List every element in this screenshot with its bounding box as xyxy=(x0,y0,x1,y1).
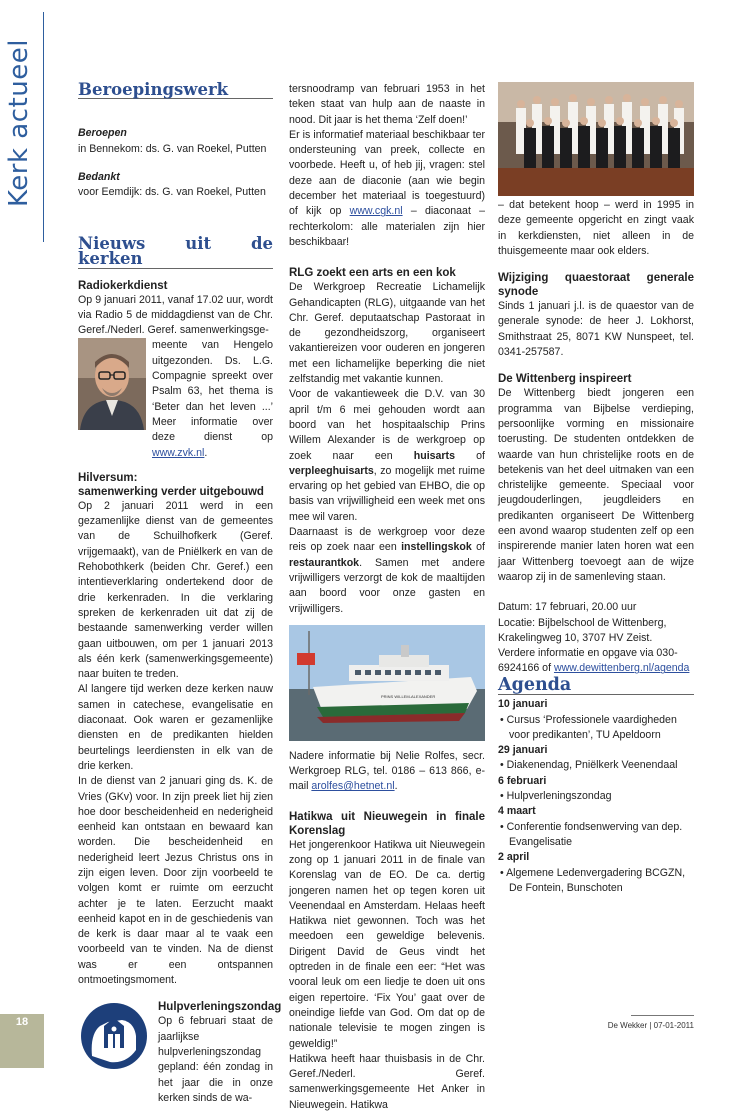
section-title: Kerk actueel xyxy=(4,39,34,207)
agenda-date: 2 april xyxy=(498,851,530,864)
bedankt-label: Bedankt xyxy=(78,170,120,183)
agenda-text: • Algemene Ledenvergadering BCGZN, De Fontein, Bunschoten xyxy=(500,866,686,894)
agenda-text: • Conferentie fondsenwerving van dep. Evangelisatie xyxy=(500,820,683,848)
rlg-paragraph-3: Daarnaast is de werkgroep voor deze reis op zoek naar een instellingskok of restaurantkok. Samen met andere vrijwilligers verzorgt de kok de maaltijden aan boord voor onze gasten en vrijwilligers. xyxy=(289,526,485,615)
ship-name-label: PRINS WILLEM-ALEXANDER xyxy=(381,693,436,699)
agenda-date: 6 februari xyxy=(498,774,547,787)
rlg-paragraph-2: Voor de vakantieweek die D.V. van 30 april t/m 6 mei gehouden wordt aan boord van het hospitaalschip Prins Willem Alexander is de werkgroep op zoek naar een huisarts of verpleeghuisarts, zo mogelijk met ruime ervaring op het gebied van EHBO, die op basis van vrijwilligheid een week met ons mee wil varen. xyxy=(289,388,485,523)
hatikwa-continued: – dat betekent hoop – werd in 1995 in deze gemeente opgericht en zingt vaak in kerkdiensten, niet alleen in de thuisgemeente maar ook elders. xyxy=(498,199,694,257)
agenda-date: 4 maart xyxy=(498,805,536,818)
hulpverleningszondag-heading: Hulpverleningszondag xyxy=(158,1001,282,1014)
hilversum-paragraph-3: In de dienst van 2 januari ging ds. K. de Vries (GKv) voor. In zijn preek liet hij zien hoe door bescheidenheid en nederigheid eenheid kan ontstaan en bewaard kan worden. Die bescheidenheid en nederigheid leert Jezus Christus ons in zijn eigen leven. Door zijn voorbeeld te volgen komt er ruimte om eerzucht achter je te laten. Eerzucht maakt eenheid kapot en in de geschiedenis van de kerk is daar maar al te vaak een voorbeeld van te vinden. Na de dienst was er een ontspannen ontmoetingsmoment. xyxy=(78,775,273,987)
agenda-text: • Diakenendag, Pniëlkerk Veenendaal xyxy=(500,759,678,772)
hilversum-paragraph-1: Op 2 januari 2011 werd in een gezamenlijke dienst van de gemeentes van de Schuilhofkerk (Geref. vrijgemaakt), van de Pniëlkerk en van de Rehobothkerk (beiden Chr. Geref.) een intentieverklaring ondertekend door de drie kerkenraden. In die verklaring spreken de kerkenraden uit dat zij de bestaande samenwerking verder willen gaan uitbouwen, om per 1 januari 2013 als één kerk (samenwerkingsgemeente) naar buiten te treden. xyxy=(78,499,273,681)
beroepen-label: Beroepen xyxy=(78,127,127,140)
wittenberg-heading: De Wittenberg inspireert xyxy=(498,373,632,386)
agenda-item xyxy=(498,850,694,896)
column-3 xyxy=(498,198,694,677)
hilversum-heading: Hilversum: samenwerking verder uitgebouwd xyxy=(78,471,264,498)
agenda-date: 10 januari xyxy=(498,698,548,711)
rlg-email-link[interactable]: arolfes@hetnet.nl xyxy=(311,780,395,793)
quaestor-paragraph: Sinds 1 januari j.l. is de quaestor van de generale synode: de heer J. Lokhorst, Smithstraat 25, 8071 KW Nunspeet, tel. 0341-257587. xyxy=(498,300,694,359)
beroepingswerk-heading: Beroepingswerk xyxy=(78,82,273,99)
sidebar-rule xyxy=(43,12,44,242)
rlg-paragraph-1: De Werkgroep Recreatie Lichamelijk Gehandicapten (RLG), uitgaande van het Chr. Geref. deputaatschap Pastoraat in de gezondheidszorg, organiseert vakantiereizen voor ouderen en jongeren met een lichamelijke beperking die niet zelfstandig met vakantie kunnen. xyxy=(289,281,485,386)
agenda-heading: Agenda xyxy=(498,678,694,695)
hulp-continued: tersnoodramp van februari 1953 in het teken staat van hulp aan de naaste in nood. Dit jaar is het thema ‘Zelf doen!’ xyxy=(289,83,485,126)
quaestor-heading: Wijziging quaestoraat generale synode xyxy=(498,272,694,299)
wittenberg-datum: Datum: 17 februari, 20.00 uur xyxy=(498,601,637,614)
choir-photo xyxy=(498,82,694,196)
rlg-paragraph-4: Nadere informatie bij Nelie Rolfes, secr. Werkgroep RLG, tel. 0186 – 613 866, e-mail arolfes@hetnet.nl. xyxy=(289,749,485,793)
radiokerkdienst-heading: Radiokerkdienst xyxy=(78,279,168,292)
radio-paragraph-2: meente van Hengelo uitgezonden. Ds. L.G. Compagnie spreekt over Psalm 63, het thema is ‘Beter dan het leven ...’ Meer informatie over deze dienst op www.zvk.nl. xyxy=(152,339,273,459)
agenda-text: • Cursus ‘Professionele vaardigheden voor predikanten’, TU Apeldoorn xyxy=(500,713,677,741)
hatikwa-paragraph-2: Hatikwa heeft haar thuisbasis in de Chr. Geref./Nederl. Geref. samenwerkingsgemeente Het Anker in Nieuwegein. Hatikwa xyxy=(289,1052,485,1111)
agenda-text: • Hulpverleningszondag xyxy=(500,790,612,803)
column-2 xyxy=(289,82,485,1113)
agenda-date: 29 januari xyxy=(498,744,548,757)
zvk-link[interactable]: www.zvk.nl xyxy=(152,446,205,459)
hulp-paragraph-2: Er is informatief materiaal beschikbaar ter ondersteuning van preek, collecte en voorbede. Heeft u, of heb jij, vragen: stel deze aan de diaconie (aan wie begin december het materiaal is toegestuurd) of kijk op www.cgk.nl – diaconaat – rechterkolom: alle materialen zijn hier beschikbaar! xyxy=(289,128,486,248)
agenda-item xyxy=(498,697,694,743)
hatikwa-paragraph-1: Het jongerenkoor Hatikwa uit Nieuwegein zong op 1 januari 2011 in de finale van Korenslag van de EO. De ca. dertig jongeren namen het op tegen koren uit Veenendaal en Amsterdam. Helaas heeft Hatikwa niet gewonnen. Toch was het meedoen een geweldige belevenis. Dirigent David de Geus vindt het optreden in de finale een eer: “Het was vooral leuk om een liedje te doen uit ons eigen repertoire. ‘Fix You’ gaat over de oneindige liefde van God. Om dat op de nationale televisie te mogen zingen is geweldig!” xyxy=(289,838,485,1050)
hatikwa-heading: Hatikwa uit Nieuwegein in finale Korenslag xyxy=(289,810,485,837)
cgk-link[interactable]: www.cgk.nl xyxy=(349,205,403,218)
column-1 xyxy=(78,82,273,200)
pastor-photo xyxy=(78,338,146,430)
wittenberg-paragraph: De Wittenberg biedt jongeren een programma van Bijbelse verdieping, persoonlijke vorming en missionaire toerusting. De studenten ontdekken de waarde van hun christelijke roots en de betekenis van het deel uitmaken van een christelijke gemeente. Speciaal voor jeugdouderlingen, jeugdleiders en predikanten organiseert De Wittenberg een avond waarop studenten zelf op een inspirerende manier laten horen wat een jaar Wittenberg toevoegt aan de wijze waarop zij in de samenleving staan. xyxy=(498,387,694,583)
wittenberg-info: Verdere informatie en opgave via 030-6924166 of www.dewittenberg.nl/agenda xyxy=(498,647,690,675)
wittenberg-link[interactable]: www.dewittenberg.nl/agenda xyxy=(553,662,690,675)
footer-rule xyxy=(631,1015,694,1016)
agenda-section xyxy=(498,675,694,896)
nieuws-heading: Nieuws uit de kerken xyxy=(78,234,273,269)
bedankt-text: voor Eemdijk: ds. G. van Roekel, Putten xyxy=(78,186,266,199)
agenda-item xyxy=(498,804,694,850)
ship-photo xyxy=(289,625,485,741)
wittenberg-locatie: Locatie: Bijbelschool de Wittenberg, Krakelingweg 10, 3707 HV Zeist. xyxy=(498,616,667,644)
hilversum-paragraph-2: Al langere tijd werken deze kerken nauw samen in catechese, evangelisatie en diaconaat. Ook waren er gezamenlijke diensten en de predikanten hielden beurtelings leerdiensten in elk van de drie kerken. xyxy=(78,683,273,772)
agenda-item xyxy=(498,774,694,805)
agenda-item xyxy=(498,743,694,774)
hulpverlening-logo-icon xyxy=(78,1000,150,1072)
radio-paragraph-1: Op 9 januari 2011, vanaf 17.02 uur, wordt via Radio 5 de middagdienst van de Chr. Geref./Nederl. Geref. samenwerkingsge- xyxy=(78,293,273,337)
publication-info: De Wekker | 07-01-2011 xyxy=(607,1021,694,1030)
rlg-heading: RLG zoekt een arts en een kok xyxy=(289,267,456,280)
beroepen-text: in Bennekom: ds. G. van Roekel, Putten xyxy=(78,142,267,155)
column-1-nieuws xyxy=(78,234,282,1106)
hulp-paragraph-1: Op 6 februari staat de jaarlijkse hulpverleningszondag gepland: één zondag in het jaar die in onze kerken sinds de wa- xyxy=(158,1015,273,1104)
page-number: 18 xyxy=(15,1016,29,1028)
